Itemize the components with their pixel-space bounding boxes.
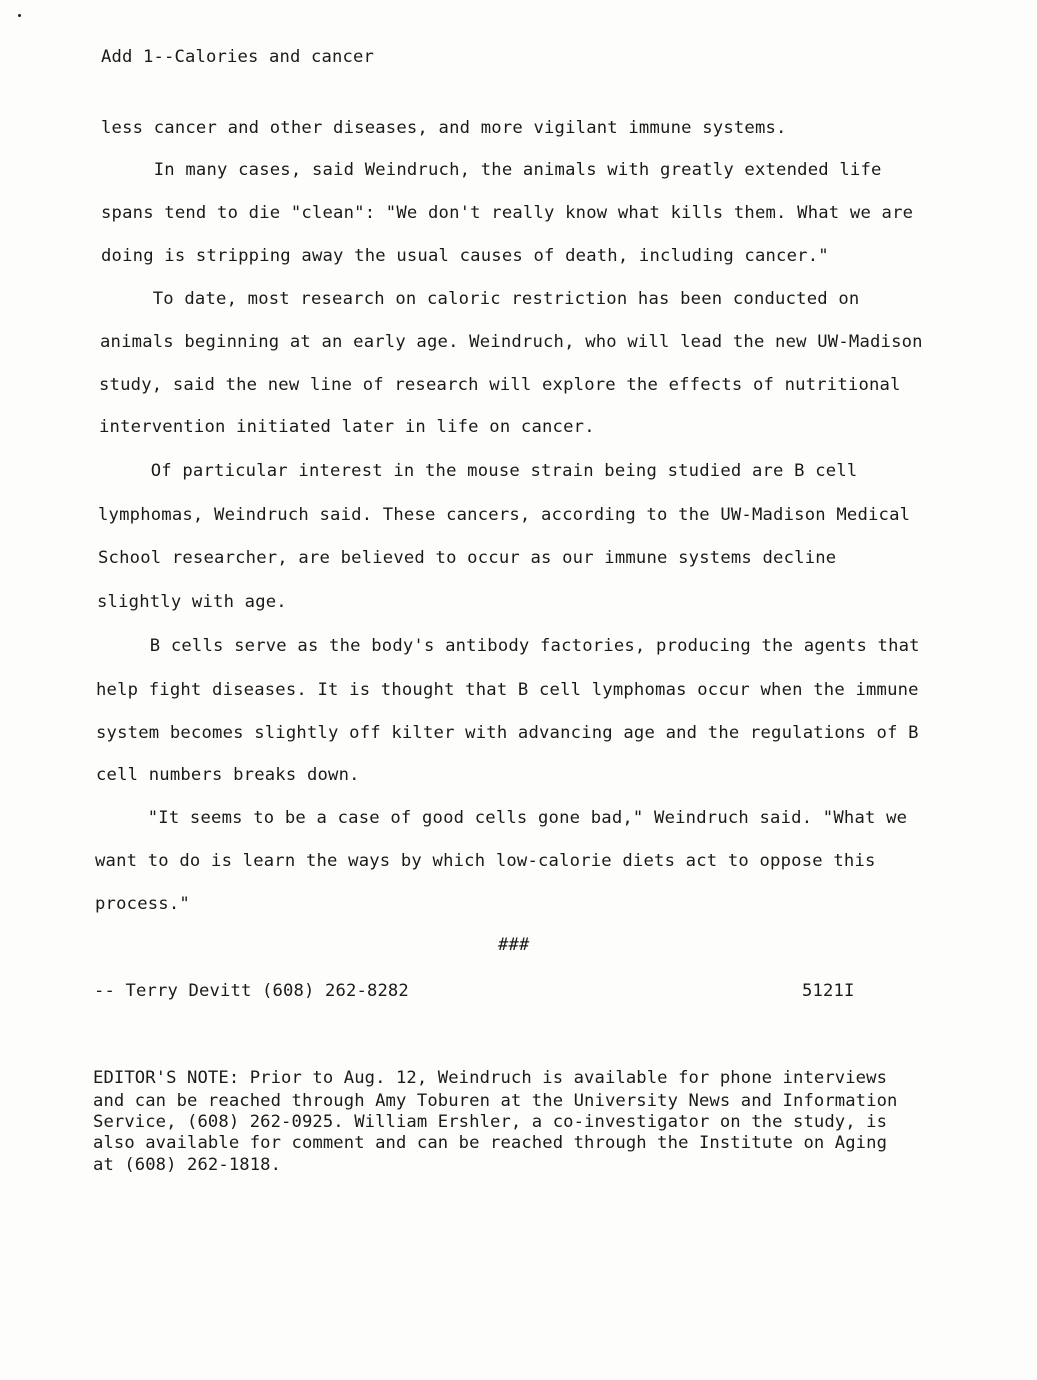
body-line: "It seems to be a case of good cells gone bad," Weindruch said. "What we <box>95 808 908 828</box>
body-line: less cancer and other diseases, and more vigilant immune systems. <box>101 118 787 138</box>
contact-line: -- Terry Devitt (608) 262-8282 <box>94 981 409 1001</box>
editors-note-line: Service, (608) 262-0925. William Ershler, a co-investigator on the study, is <box>93 1112 888 1132</box>
body-line: spans tend to die "clean": "We don't really know what kills them. What we are <box>101 203 914 223</box>
body-line: study, said the new line of research will explore the effects of nutritional <box>99 375 901 395</box>
editors-note-line: at (608) 262-1818. <box>93 1155 282 1175</box>
page-header: Add 1--Calories and cancer <box>101 47 374 67</box>
body-line: School researcher, are believed to occur as our immune systems decline <box>98 548 837 568</box>
editors-note-line: also available for comment and can be reached through the Institute on Aging <box>93 1133 888 1153</box>
end-separator: ### <box>498 935 530 955</box>
body-line: system becomes slightly off kilter with advancing age and the regulations of B <box>96 723 919 743</box>
body-line: want to do is learn the ways by which low-calorie diets act to oppose this <box>95 851 876 871</box>
editors-note-line: EDITOR'S NOTE: Prior to Aug. 12, Weindruch is available for phone interviews <box>93 1068 888 1088</box>
body-line: intervention initiated later in life on cancer. <box>99 417 595 437</box>
body-line: In many cases, said Weindruch, the animals with greatly extended life <box>101 160 882 180</box>
body-line: process." <box>95 894 190 914</box>
stray-mark <box>18 14 21 17</box>
body-line: Of particular interest in the mouse strain being studied are B cell <box>98 461 858 481</box>
body-line: B cells serve as the body's antibody factories, producing the agents that <box>97 636 920 656</box>
body-line: animals beginning at an early age. Weindruch, who will lead the new UW-Madison <box>100 332 923 352</box>
body-line: lymphomas, Weindruch said. These cancers, according to the UW-Madison Medical <box>98 505 911 525</box>
body-line: cell numbers breaks down. <box>96 765 360 785</box>
body-line: slightly with age. <box>97 592 287 612</box>
body-line: To date, most research on caloric restriction has been conducted on <box>100 289 860 309</box>
body-line: help fight diseases. It is thought that B cell lymphomas occur when the immune <box>96 680 919 700</box>
document-code: 5121I <box>802 981 855 1001</box>
editors-note-line: and can be reached through Amy Toburen at the University News and Information <box>93 1091 898 1111</box>
body-line: doing is stripping away the usual causes of death, including cancer." <box>101 246 829 266</box>
